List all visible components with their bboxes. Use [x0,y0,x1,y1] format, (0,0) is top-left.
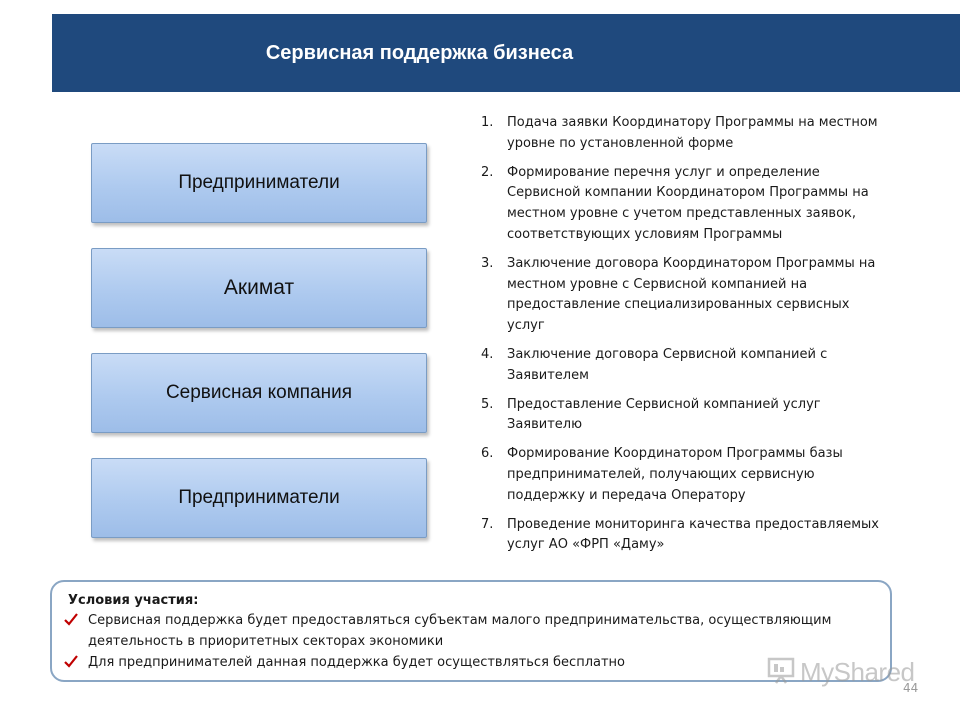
steps-list [481,113,891,564]
list-item [481,345,891,387]
list-item [481,113,891,155]
list-item [481,395,891,437]
role-box-entrepreneurs: Предприниматели [91,143,427,223]
page-title: Сервисная поддержка бизнеса [265,41,574,64]
checkmark-icon [64,611,88,631]
list-item [481,444,891,506]
role-box-akimat: Акимат [91,248,427,328]
condition-item [64,653,879,674]
watermark-text: MyShared [800,656,915,687]
header-banner [52,14,960,92]
step-number: 6. [481,446,494,462]
condition-text: Сервисная поддержка будет предоставляться субъектам малого предпринимательства, осуществляющим деятельность в приоритетных секторах экономики [88,613,832,649]
role-box-service-company: Сервисная компания [91,353,427,433]
list-item [481,163,891,246]
list-item [481,515,891,557]
step-number: 1. [481,115,494,130]
step-text: Предоставление Сервисной компанией услуг Заявителю [507,396,821,433]
step-number: 2. [481,164,494,180]
step-number: 7. [481,516,494,532]
step-number: 5. [481,396,494,412]
role-box-entrepreneurs-2: Предприниматели [91,458,427,538]
step-text: Подача заявки Координатору Программы на местном уровне по установленной форме [507,115,878,151]
page-number: 44 [903,681,919,695]
list-item [481,254,891,337]
condition-text: Для предпринимателей данная поддержка будет осуществляться бесплатно [88,655,625,670]
presentation-icon [766,655,796,689]
step-number: 4. [481,346,494,362]
step-number: 3. [481,255,494,271]
condition-item [64,611,879,653]
checkmark-icon [64,653,88,673]
watermark-logo [766,655,915,689]
step-text: Заключение договора Координатором Программы на местном уровне с Сервисной компанией на предоставление специализированных сервисных услуг [507,255,876,334]
step-text: Формирование перечня услуг и определение Сервисной компании Координатором Программы на местном уровне с учетом представленных заявок, соответствующих условиям Программы [507,164,869,242]
step-text: Проведение мониторинга качества предоставляемых услуг АО «ФРП «Даму» [507,516,879,553]
conditions-title: Условия участия: [68,593,199,608]
step-text: Заключение договора Сервисной компанией с Заявителем [507,346,828,383]
step-text: Формирование Координатором Программы базы предпринимателей, получающих сервисную поддержку и передача Оператору [507,446,843,503]
